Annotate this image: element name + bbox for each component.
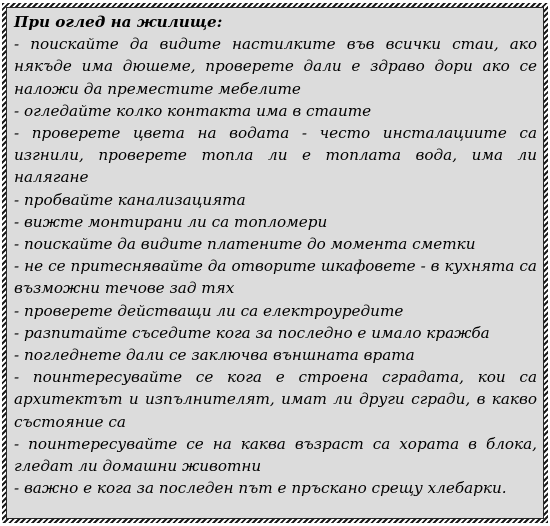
checklist-item: - проверете действащи ли са електроуредите — [14, 301, 404, 320]
checklist-item: - поискайте да видите платените до момента сметки — [14, 235, 476, 254]
checklist-item: - важно е кога за последен път е пръскано срещу хлебарки. — [14, 479, 507, 498]
checklist-item: - поискайте да видите настилките във всички стаи, ако някъде има дюшеме, проверете дали е здраво дори ако се наложи да преместите мебелите — [14, 35, 537, 98]
hatched-border-frame — [2, 3, 548, 523]
checklist-box — [6, 7, 544, 519]
checklist-title: При оглед на жилище: — [14, 13, 223, 31]
checklist-item: - вижте монтирани ли са топломери — [14, 212, 328, 231]
checklist-item: - погледнете дали се заключва външната врата — [14, 346, 415, 365]
checklist-item: - пробвайте канализацията — [14, 190, 246, 209]
checklist-item: - поинтересувайте се на каква възраст са хората в блока, гледат ли домашни животни — [14, 434, 537, 476]
checklist-item: - проверете цвета на водата - често инсталациите са изгнили, проверете топла ли е топлата вода, има ли налягане — [14, 124, 537, 187]
checklist-item: - поинтересувайте се кога е строена сградата, кои са архитектът и изпълнителят, имат ли други сгради, в какво състояние са — [14, 368, 537, 431]
checklist-item: - разпитайте съседите кога за последно е имало кражба — [14, 323, 490, 342]
checklist-item: - огледайте колко контакта има в стаите — [14, 101, 372, 120]
checklist-item: - не се притеснявайте да отворите шкафовете - в кухнята са възможни течове зад тях — [14, 257, 537, 298]
